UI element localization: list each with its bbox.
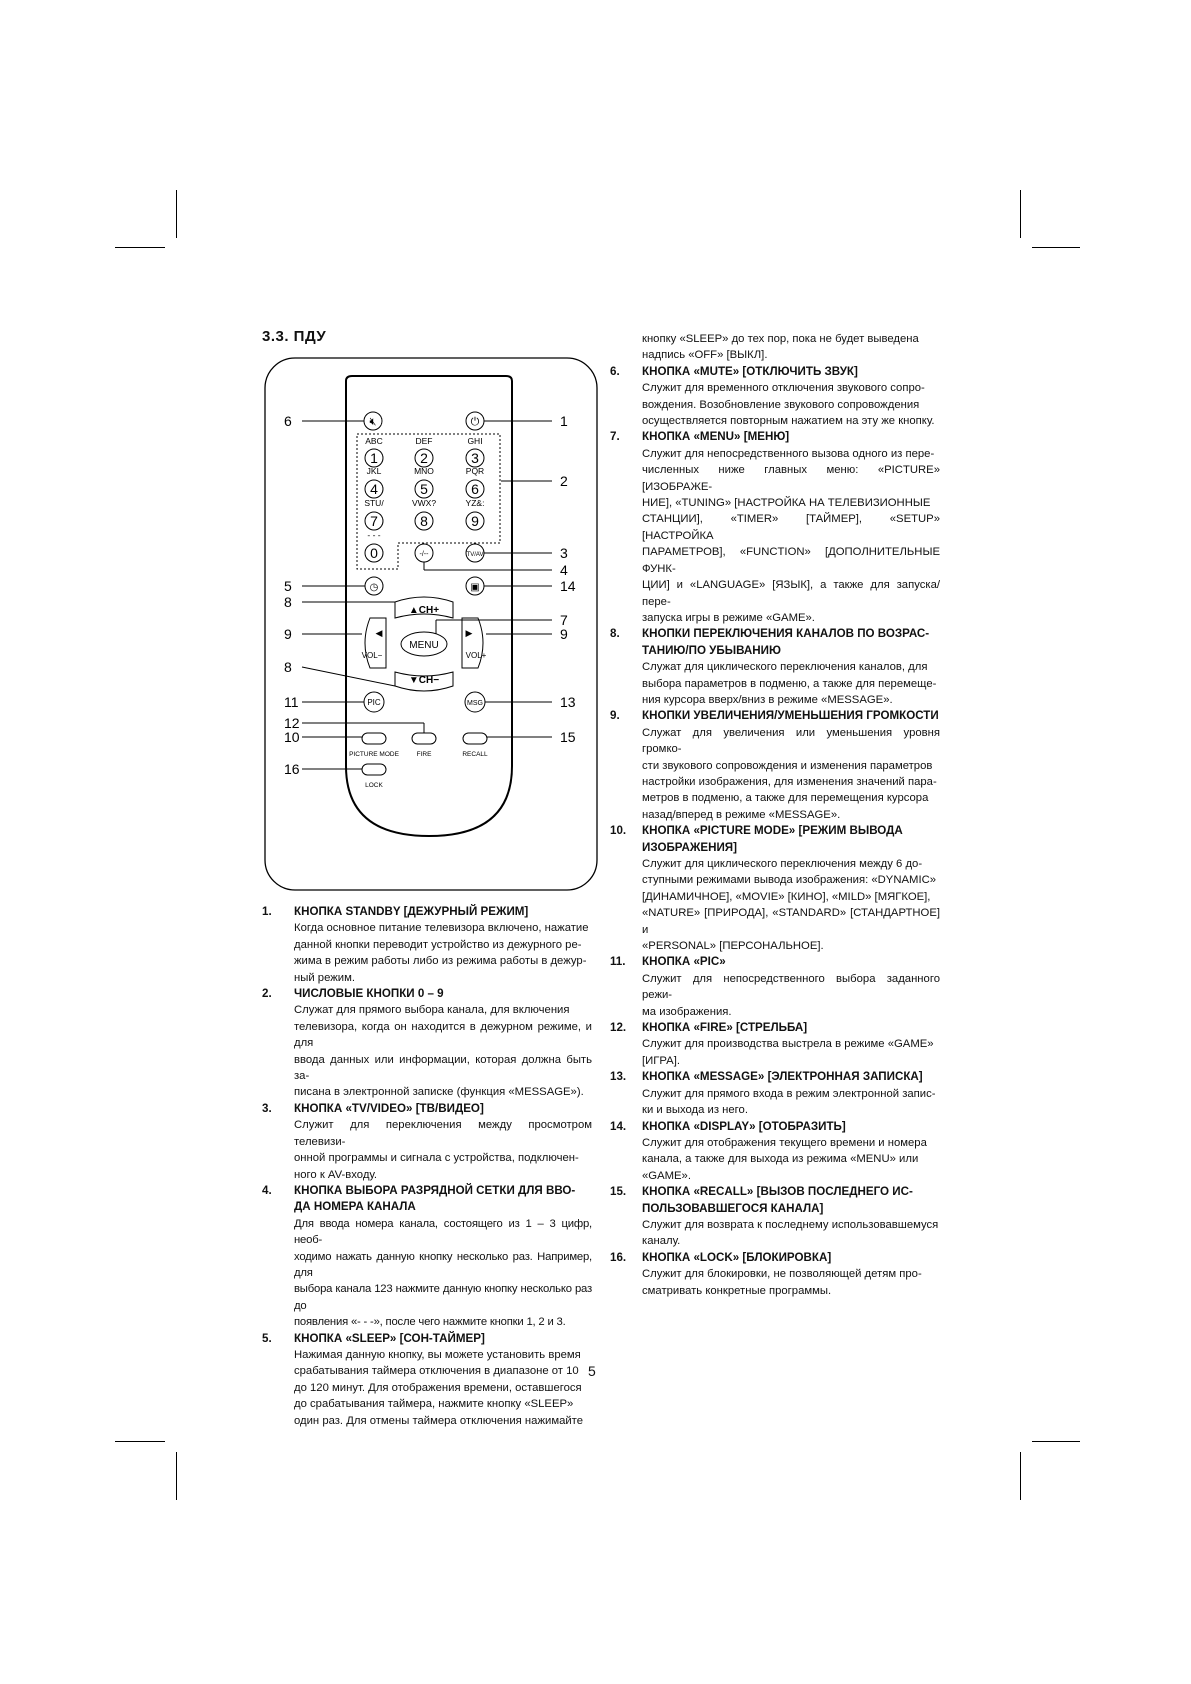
key-letters: JKL (366, 466, 382, 476)
key-letters: VWX? (411, 498, 437, 508)
body-text-line: ЦИИ] и «LANGUAGE» [ЯЗЫК], а также для запуска/пере- (642, 579, 940, 608)
item-number: 15. (610, 1185, 627, 1199)
menu-label: MENU (409, 640, 439, 651)
digit-7: 7 (370, 513, 378, 529)
callout-9: 9 (560, 626, 568, 642)
item-title: КНОПКА «PIC» (642, 955, 726, 969)
body-text-line: Служит для отображения текущего времени и номера (642, 1136, 927, 1149)
item-6 (610, 364, 940, 430)
body-text-line: Служит для циклического переключения между 6 до- (642, 858, 923, 870)
item-title: КНОПКА «MESSAGE» [ЭЛЕКТРОННАЯ ЗАПИСКА] (642, 1070, 923, 1084)
item-16 (610, 1250, 940, 1299)
callout-8: 8 (284, 659, 292, 675)
recall-label: RECALL (462, 751, 488, 758)
tv-av-key-label: TV/AV (466, 552, 484, 558)
body-text-line: ступными режимами вывода изображения: «DYNAMIC» (642, 874, 937, 887)
item-3 (262, 1101, 592, 1183)
body-text-line: выбора канала 123 нажмите данную кнопку несколько раз до (294, 1283, 592, 1312)
item-title: КНОПКА ВЫБОРА РАЗРЯДНОЙ СЕТКИ ДЛЯ ВВО- (294, 1183, 576, 1197)
body-text-line: сматривать конкретные программы. (642, 1284, 832, 1297)
body-text-line: Служат для циклического переключения каналов, для (642, 661, 928, 674)
item-number: 9. (610, 709, 620, 723)
callout-14: 14 (560, 578, 576, 594)
item-number: 13. (610, 1070, 627, 1084)
item-title-cont: ДА НОМЕРА КАНАЛА (294, 1200, 416, 1214)
callout-15: 15 (560, 729, 576, 745)
crop-mark (1020, 1452, 1021, 1500)
key-letters: DEF (415, 436, 433, 446)
item-number: 7. (610, 430, 620, 444)
item-number: 16. (610, 1250, 627, 1264)
body-text-line: Когда основное питание телевизора включено, нажатие (294, 922, 589, 935)
callout-11: 11 (284, 694, 299, 710)
body-text-line: телевизора, когда он находится в дежурном режиме, и для (294, 1020, 592, 1050)
body-text-line: [ДИНАМИЧНОЕ], «MOVIE» [КИНО], «MILD» [МЯГКОЕ], (642, 890, 931, 903)
item-title: КНОПКА «DISPLAY» [ОТОБРАЗИТЬ] (642, 1119, 846, 1133)
crop-mark (1032, 247, 1080, 248)
item-number: 8. (610, 627, 620, 641)
item-title: КНОПКА «MUTE» [ОТКЛЮЧИТЬ ЗВУК] (642, 364, 858, 378)
item-number: 10. (610, 824, 627, 838)
body-text-line: Служат для увеличения или уменьшения уровня громко- (642, 726, 940, 756)
body-text-line: [ИГРА]. (642, 1054, 680, 1067)
digit-0: 0 (370, 545, 378, 561)
body-text-line: Служит для прямого входа в режим электронной запис- (642, 1087, 936, 1100)
item-number: 6. (610, 364, 620, 378)
item-2 (262, 986, 592, 1101)
digit-5: 5 (420, 481, 428, 497)
item-9 (610, 708, 940, 823)
section-title: 3.3. ПДУ (262, 328, 327, 345)
right-column (610, 331, 940, 1299)
body-text-line: кнопку «SLEEP» до тех пор, пока не будет выведена (642, 333, 919, 345)
crop-mark (1032, 1441, 1080, 1442)
body-text-line: ного к AV-входу. (294, 1168, 378, 1181)
callout-13: 13 (560, 694, 576, 710)
callout-3: 3 (560, 545, 568, 561)
digit-4: 4 (370, 481, 378, 497)
body-text-line: ходимо нажать данную кнопку несколько раз. Например, для (294, 1250, 592, 1279)
key-letters: STU/ (364, 498, 384, 508)
item-10 (610, 823, 940, 954)
pic-label: PIC (367, 698, 381, 707)
crop-mark (115, 247, 165, 248)
item-number: 5. (262, 1331, 272, 1345)
item-number: 11. (610, 955, 626, 969)
body-text-line: Нажимая данную кнопку, вы можете установить время (294, 1348, 581, 1361)
callout-10: 10 (284, 729, 300, 745)
body-text-line: срабатывания таймера отключения в диапазоне от 10 (294, 1365, 579, 1378)
crop-mark (176, 1452, 177, 1500)
crop-mark (115, 1441, 165, 1442)
item-title: ЧИСЛОВЫЕ КНОПКИ 0 – 9 (294, 987, 444, 1001)
vol-right-label: VOL+ (465, 651, 487, 660)
fire-button (412, 733, 436, 744)
body-text-line: Служит для производства выстрела в режиме «GAME» (642, 1038, 934, 1051)
vol-down-button (365, 618, 386, 668)
item-title: КНОПКИ ПЕРЕКЛЮЧЕНИЯ КАНАЛОВ ПО ВОЗРАС- (642, 627, 930, 641)
item-7 (610, 429, 940, 626)
vol-up-button (462, 618, 483, 668)
item-4 (262, 1183, 592, 1331)
item-8 (610, 626, 940, 708)
item-number: 4. (262, 1183, 272, 1197)
body-text-line: Для ввода номера канала, состоящего из 1 – 3 цифр, необ- (294, 1217, 592, 1247)
item-title-cont: ПОЛЬЗОВАВШЕГОСЯ КАНАЛА] (642, 1201, 824, 1215)
item-title: КНОПКИ УВЕЛИЧЕНИЯ/УМЕНЬШЕНИЯ ГРОМКОСТИ (642, 709, 939, 723)
callout-1: 1 (560, 413, 568, 429)
picture-mode-button (362, 733, 386, 744)
item-title: КНОПКА STANDBY [ДЕЖУРНЫЙ РЕЖИМ] (294, 905, 529, 918)
key-letters: YZ&: (465, 498, 485, 508)
body-text-line: СТАНЦИИ], «TIMER» [ТАЙМЕР], «SETUP» [НАСТРОЙКА (642, 513, 940, 542)
callout-16: 16 (284, 761, 300, 777)
callout-2: 2 (560, 473, 568, 489)
crop-mark (1020, 190, 1021, 238)
digit-9: 9 (471, 513, 479, 529)
body-text-line: жима в режим работы либо из режима работы в дежур- (294, 955, 587, 968)
item-1 (262, 904, 592, 986)
digit-6: 6 (471, 481, 479, 497)
item-title: КНОПКА «FIRE» [СТРЕЛЬБА] (642, 1021, 808, 1035)
mute-icon: 🔇︎ (369, 416, 377, 428)
display-icon: ▣ (470, 582, 480, 593)
body-text-line: «GAME». (642, 1169, 691, 1182)
body-text-line: назад/вперед в режиме «MESSAGE». (642, 808, 841, 821)
callout-6: 6 (284, 413, 292, 429)
body-text-line: выбора параметров в подменю, а также для перемеще- (642, 677, 937, 690)
body-text-line: Служит для непосредственного выбора заданного режи- (642, 972, 940, 1002)
body-text-line: канала, а также для выхода из режима «MENU» или (642, 1153, 919, 1166)
vol-left-label: VOL− (361, 651, 383, 660)
key-letters: MNO (414, 466, 434, 476)
item-number: 12. (610, 1021, 627, 1035)
body-text-line: вождения. Возобновление звукового сопровождения (642, 398, 920, 411)
fire-label: FIRE (416, 751, 432, 758)
ch-down-label: ▼CH− (408, 675, 440, 686)
key-letters: GHI (467, 436, 483, 446)
body-text-line: ма изображения. (642, 1005, 732, 1018)
body-text-line: «NATURE» [ПРИРОДА], «STANDARD» [СТАНДАРТНОЕ] и (642, 907, 940, 936)
body-text-line: «PERSONAL» [ПЕРСОНАЛЬНОЕ]. (642, 940, 824, 953)
body-text-line: до 120 минут. Для отображения времени, оставшегося (294, 1381, 582, 1394)
callout-9: 9 (284, 626, 292, 642)
body-text-line: Служат для прямого выбора канала, для включения (294, 1004, 570, 1017)
body-text-line: ный режим. (294, 971, 356, 984)
item-14 (610, 1119, 940, 1185)
clock-icon: ◷ (369, 582, 379, 593)
continuation-text (642, 331, 940, 364)
vol-right-arrow-icon: ▶ (465, 628, 473, 638)
body-text-line: настройки изображения, для изменения значений пара- (642, 775, 937, 788)
lock-label: LOCK (365, 782, 383, 789)
item-title: КНОПКА «LOCK» [БЛОКИРОВКА] (642, 1250, 832, 1264)
body-text-line: появления «- - -», после чего нажмите кнопки 1, 2 и 3. (294, 1316, 566, 1329)
body-text-line: ПАРАМЕТРОВ], «FUNCTION» [ДОПОЛНИТЕЛЬНЫЕ ФУНК- (642, 546, 940, 575)
digit-8: 8 (420, 513, 428, 529)
digit-1: 1 (370, 450, 378, 466)
body-text-line: ния курсора вверх/вниз в режиме «MESSAGE». (642, 693, 893, 706)
item-13 (610, 1069, 940, 1118)
body-text-line: ввода данных или информации, которая должна быть за- (294, 1053, 592, 1083)
recall-button (463, 733, 487, 744)
item-15 (610, 1184, 940, 1250)
digit-3: 3 (471, 450, 479, 466)
dash-key-label: -/-- (419, 551, 429, 558)
vol-left-arrow-icon: ◀ (375, 628, 383, 638)
left-column (262, 904, 592, 1429)
body-text-line: Служит для непосредственного вызова одного из пере- (642, 447, 935, 460)
key-letters: PQR (465, 466, 485, 476)
power-icon: ⏻ (470, 416, 480, 428)
body-text-line: Служит для блокировки, не позволяющей детям про- (642, 1268, 922, 1281)
body-text-line: ки и выхода из него. (642, 1104, 748, 1117)
item-title-cont: ИЗОБРАЖЕНИЯ] (642, 840, 737, 854)
callout-4: 4 (560, 562, 568, 578)
ch-up-label: ▲CH+ (408, 605, 440, 616)
item-title: КНОПКА «TV/VIDEO» [ТВ/ВИДЕО] (294, 1101, 484, 1115)
body-text-line: до срабатывания таймера, нажмите кнопку «SLEEP» (294, 1398, 574, 1411)
item-title: КНОПКА «MENU» [МЕНЮ] (642, 430, 790, 444)
item-title: КНОПКА «RECALL» [ВЫЗОВ ПОСЛЕДНЕГО ИС- (642, 1185, 913, 1199)
body-text-line: Служит для временного отключения звукового сопро- (642, 382, 925, 395)
item-number: 1. (262, 905, 272, 918)
body-text-line: онной программы и сигнала с устройства, подключен- (294, 1152, 579, 1165)
callout-5: 5 (284, 578, 292, 594)
body-text-line: каналу. (642, 1235, 681, 1248)
body-text-line: запуска игры в режиме «GAME». (642, 611, 815, 624)
body-text-line: данной кнопки переводит устройство из дежурного ре- (294, 938, 582, 951)
lock-button (362, 764, 386, 775)
crop-mark (176, 190, 177, 238)
key-letters: - - - (367, 530, 381, 540)
msg-label: MSG (467, 700, 483, 707)
body-text-line: метров в подменю, а также для перемещения курсора (642, 792, 929, 805)
item-number: 14. (610, 1119, 627, 1133)
callout-12: 12 (284, 715, 300, 731)
item-number: 2. (262, 987, 272, 1001)
body-text-line: сти звукового сопровождения и изменения параметров (642, 759, 933, 772)
item-title: КНОПКА «SLEEP» [СОН-ТАЙМЕР] (294, 1331, 485, 1345)
picture-mode-label: PICTURE MODE (349, 751, 399, 758)
body-text-line: осуществляется повторным нажатием на эту же кнопку. (642, 415, 935, 428)
item-5 (262, 1331, 592, 1429)
item-title-cont: ТАНИЮ/ПО УБЫВАНИЮ (642, 643, 781, 657)
key-letters: ABC (365, 436, 383, 446)
digit-2: 2 (420, 450, 428, 466)
body-text-line: писана в электронной записке (функция «MESSAGE»). (294, 1086, 584, 1099)
body-text-line: Служит для переключения между просмотром телевизи- (294, 1119, 592, 1148)
body-text-line: один раз. Для отмены таймера отключения нажимайте (294, 1414, 584, 1427)
body-text-line: Служит для возврата к последнему использовавшемуся (642, 1218, 939, 1231)
body-text-line: НИЕ], «TUNING» [НАСТРОЙКА НА ТЕЛЕВИЗИОННЫЕ (642, 497, 931, 510)
item-11 (610, 954, 940, 1020)
item-title: КНОПКА «PICTURE MODE» [РЕЖИМ ВЫВОДА (642, 824, 903, 838)
item-12 (610, 1020, 940, 1069)
body-text-line: численных ниже главных меню: «PICTURE» [ИЗОБРАЖЕ- (642, 464, 940, 493)
body-text-line: надпись «OFF» [ВЫКЛ]. (642, 349, 768, 362)
callout-8: 8 (284, 594, 292, 610)
item-number: 3. (262, 1101, 272, 1115)
page-number: 5 (588, 1363, 596, 1379)
callout-7: 7 (560, 612, 568, 628)
